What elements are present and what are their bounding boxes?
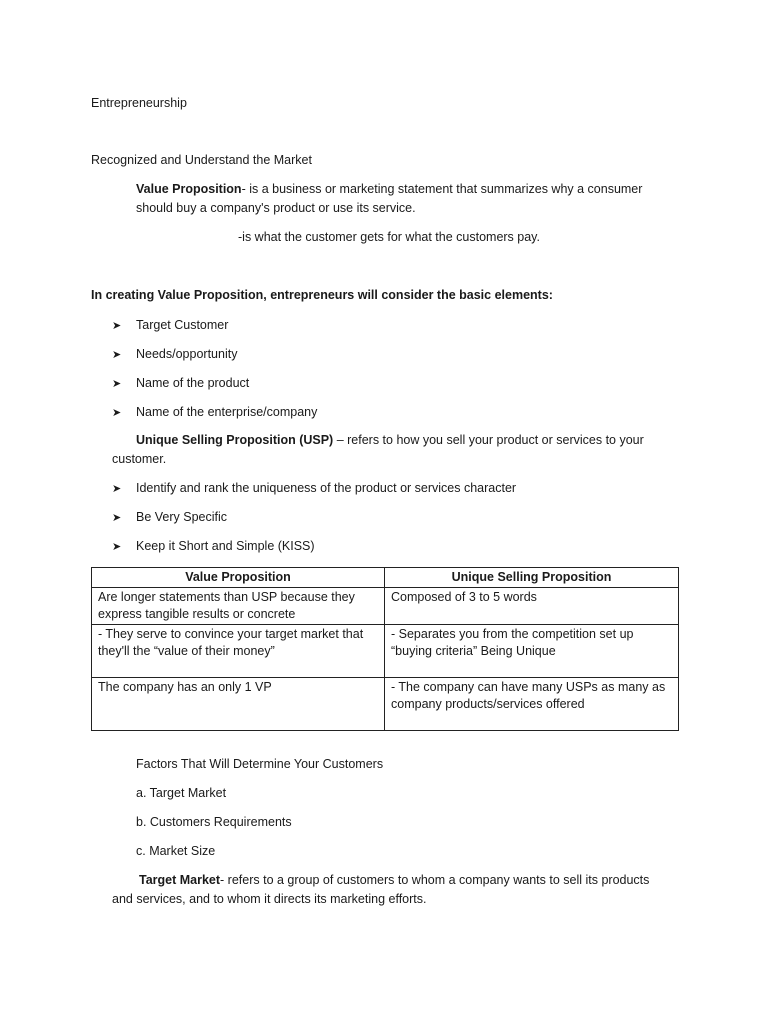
list-item: ➤ Identify and rank the uniqueness of the product or services character (112, 479, 516, 498)
list-item: ➤ Be Very Specific (112, 508, 227, 527)
table-cell: - The company can have many USPs as many as company products/services offered (385, 678, 679, 731)
usp-definition (112, 431, 672, 469)
table-header-cell: Unique Selling Proposition (385, 568, 679, 588)
value-proposition-definition-line2: should buy a company's product or use its service. (136, 201, 416, 215)
arrow-bullet-icon: ➤ (112, 512, 122, 524)
factors-heading: Factors That Will Determine Your Customers (136, 757, 384, 771)
list-item: ➤ Target Customer (112, 316, 228, 335)
target-market-definition-line2: and services, and to whom it directs its marketing efforts. (112, 892, 427, 906)
table-cell: Are longer statements than USP because they express tangible results or concrete (92, 588, 385, 625)
table-row (92, 588, 679, 625)
table-row (92, 625, 679, 678)
comparison-table (91, 567, 679, 731)
table-cell: The company has an only 1 VP (92, 678, 385, 731)
list-item: ➤ Needs/opportunity (112, 345, 237, 364)
list-item: b. Customers Requirements (136, 815, 292, 829)
arrow-bullet-icon: ➤ (112, 483, 122, 495)
value-proposition-note: -is what the customer gets for what the customers pay. (238, 230, 540, 244)
arrow-bullet-icon: ➤ (112, 541, 122, 553)
table-header-cell: Value Proposition (92, 568, 385, 588)
elements-heading: In creating Value Proposition, entrepreneurs will consider the basic elements: (91, 288, 553, 302)
table-cell: - Separates you from the competition set up “buying criteria” Being Unique (385, 625, 679, 678)
list-item: ➤ Name of the product (112, 374, 249, 393)
value-proposition-term: Value Proposition (136, 182, 242, 196)
table-cell: Composed of 3 to 5 words (385, 588, 679, 625)
target-market-definition (112, 871, 682, 909)
table-row (92, 678, 679, 731)
value-proposition-definition-line1: - is a business or marketing statement that summarizes why a consumer (241, 182, 643, 196)
list-item: ➤ Keep it Short and Simple (KISS) (112, 537, 315, 556)
target-market-term: Target Market (139, 873, 221, 887)
document-title: Entrepreneurship (91, 96, 187, 110)
target-market-definition-line1: - refers to a group of customers to whom a company wants to sell its products (220, 873, 650, 887)
list-item: c. Market Size (136, 844, 216, 858)
value-proposition-definition (136, 180, 676, 218)
section-heading: Recognized and Understand the Market (91, 153, 312, 167)
list-item: a. Target Market (136, 786, 227, 800)
arrow-bullet-icon: ➤ (112, 349, 122, 361)
arrow-bullet-icon: ➤ (112, 320, 122, 332)
usp-definition-line2: customer. (112, 452, 167, 466)
usp-definition-line1: – refers to how you sell your product or services to your (333, 433, 644, 447)
arrow-bullet-icon: ➤ (112, 407, 122, 419)
usp-term: Unique Selling Proposition (USP) (136, 433, 334, 447)
list-item: ➤ Name of the enterprise/company (112, 403, 317, 422)
arrow-bullet-icon: ➤ (112, 378, 122, 390)
table-cell: - They serve to convince your target market that they'll the “value of their money” (92, 625, 385, 678)
table-header-row (92, 568, 679, 588)
